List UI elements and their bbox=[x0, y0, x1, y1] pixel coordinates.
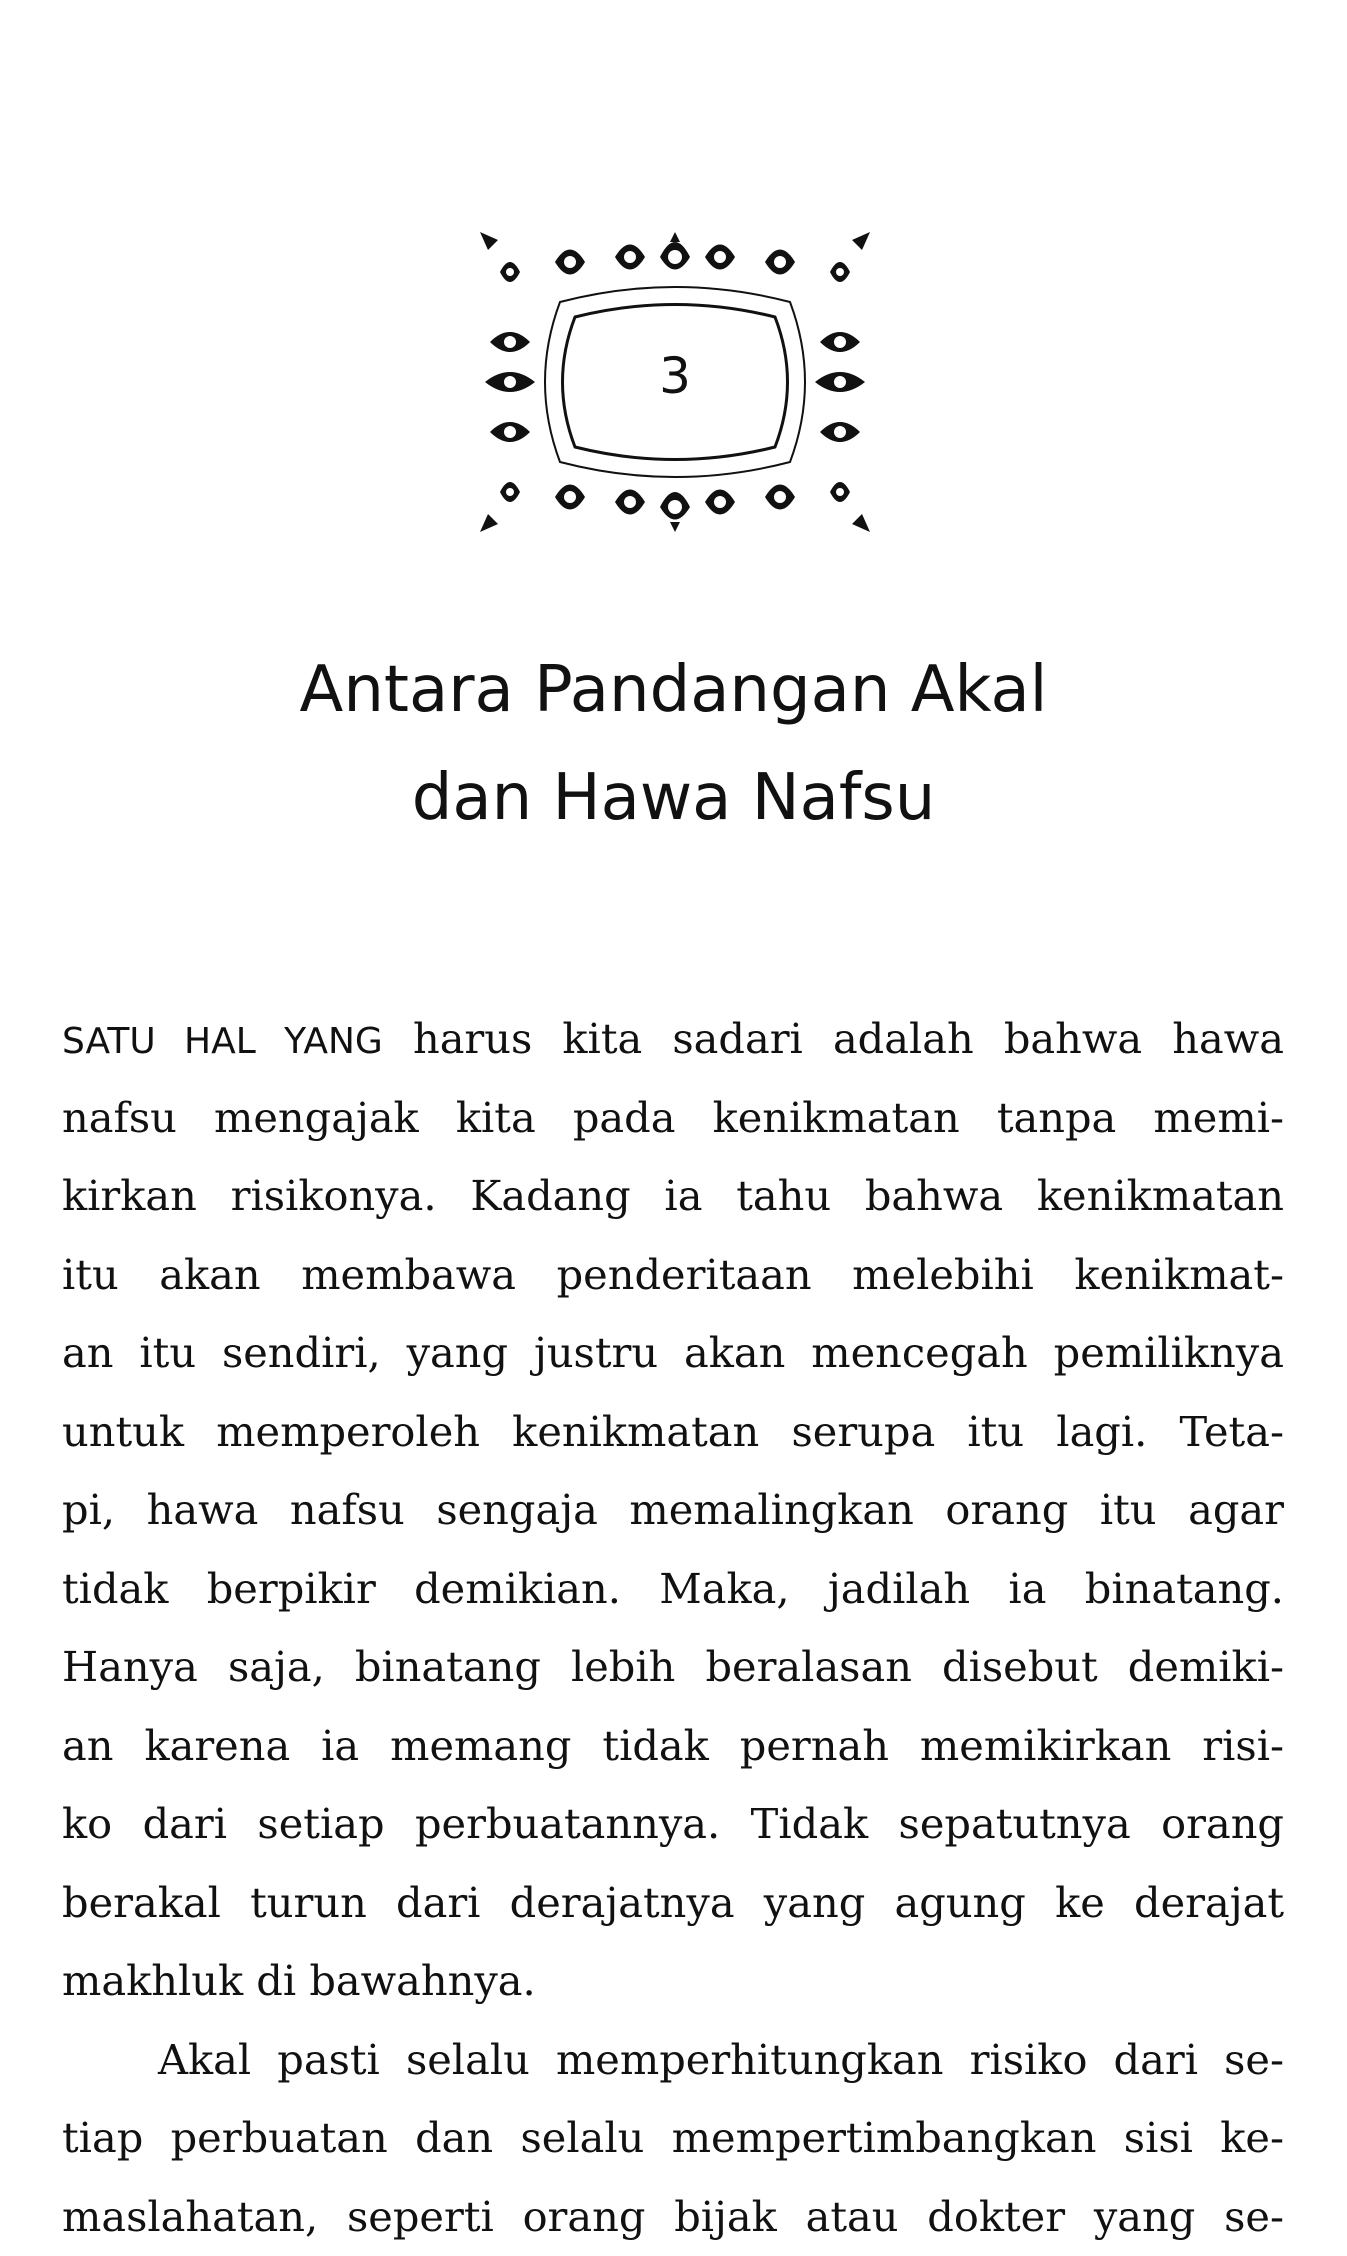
paragraph-line: untuk memperoleh kenikmatan serupa itu lagi. Teta- bbox=[62, 1393, 1284, 1472]
paragraph-line: an itu sendiri, yang justru akan mencegah pemiliknya bbox=[62, 1314, 1284, 1393]
lead-in-smallcaps: SATU HAL YANG bbox=[62, 1021, 383, 1062]
paragraph-2 bbox=[62, 2021, 1284, 2256]
paragraph-line: tidak berpikir demikian. Maka, jadilah ia binatang. bbox=[62, 1550, 1284, 1629]
paragraph-line: berakal turun dari derajatnya yang agung ke derajat bbox=[62, 1864, 1284, 1943]
paragraph-line: Akal pasti selalu memperhitungkan risiko dari se- bbox=[62, 2021, 1284, 2100]
paragraph-line: itu akan membawa penderitaan melebihi kenikmat- bbox=[62, 1236, 1284, 1315]
chapter-title-line-1: Antara Pandangan Akal bbox=[100, 636, 1247, 744]
paragraph-line: makhluk di bawahnya. bbox=[62, 1942, 1284, 2021]
paragraph-line: Hanya saja, binatang lebih beralasan disebut demiki- bbox=[62, 1628, 1284, 1707]
chapter-number: 3 bbox=[480, 346, 870, 406]
paragraph-line: ko dari setiap perbuatannya. Tidak sepatutnya orang bbox=[62, 1785, 1284, 1864]
paragraph-1 bbox=[62, 1000, 1284, 2021]
paragraph-line: kirkan risikonya. Kadang ia tahu bahwa kenikmatan bbox=[62, 1157, 1284, 1236]
paragraph-line bbox=[62, 1000, 1284, 1079]
paragraph-line: tiap perbuatan dan selalu mempertimbangkan sisi ke- bbox=[62, 2099, 1284, 2178]
paragraph-line-text: harus kita sadari adalah bahwa hawa bbox=[383, 1014, 1284, 1063]
chapter-title bbox=[100, 636, 1247, 852]
paragraph-line: maslahatan, seperti orang bijak atau dokter yang se- bbox=[62, 2178, 1284, 2256]
paragraph-line: an karena ia memang tidak pernah memikirkan risi- bbox=[62, 1707, 1284, 1786]
chapter-body bbox=[62, 1000, 1284, 2256]
paragraph-line: nafsu mengajak kita pada kenikmatan tanpa memi- bbox=[62, 1079, 1284, 1158]
paragraph-line: pi, hawa nafsu sengaja memalingkan orang itu agar bbox=[62, 1471, 1284, 1550]
chapter-title-line-2: dan Hawa Nafsu bbox=[100, 744, 1247, 852]
